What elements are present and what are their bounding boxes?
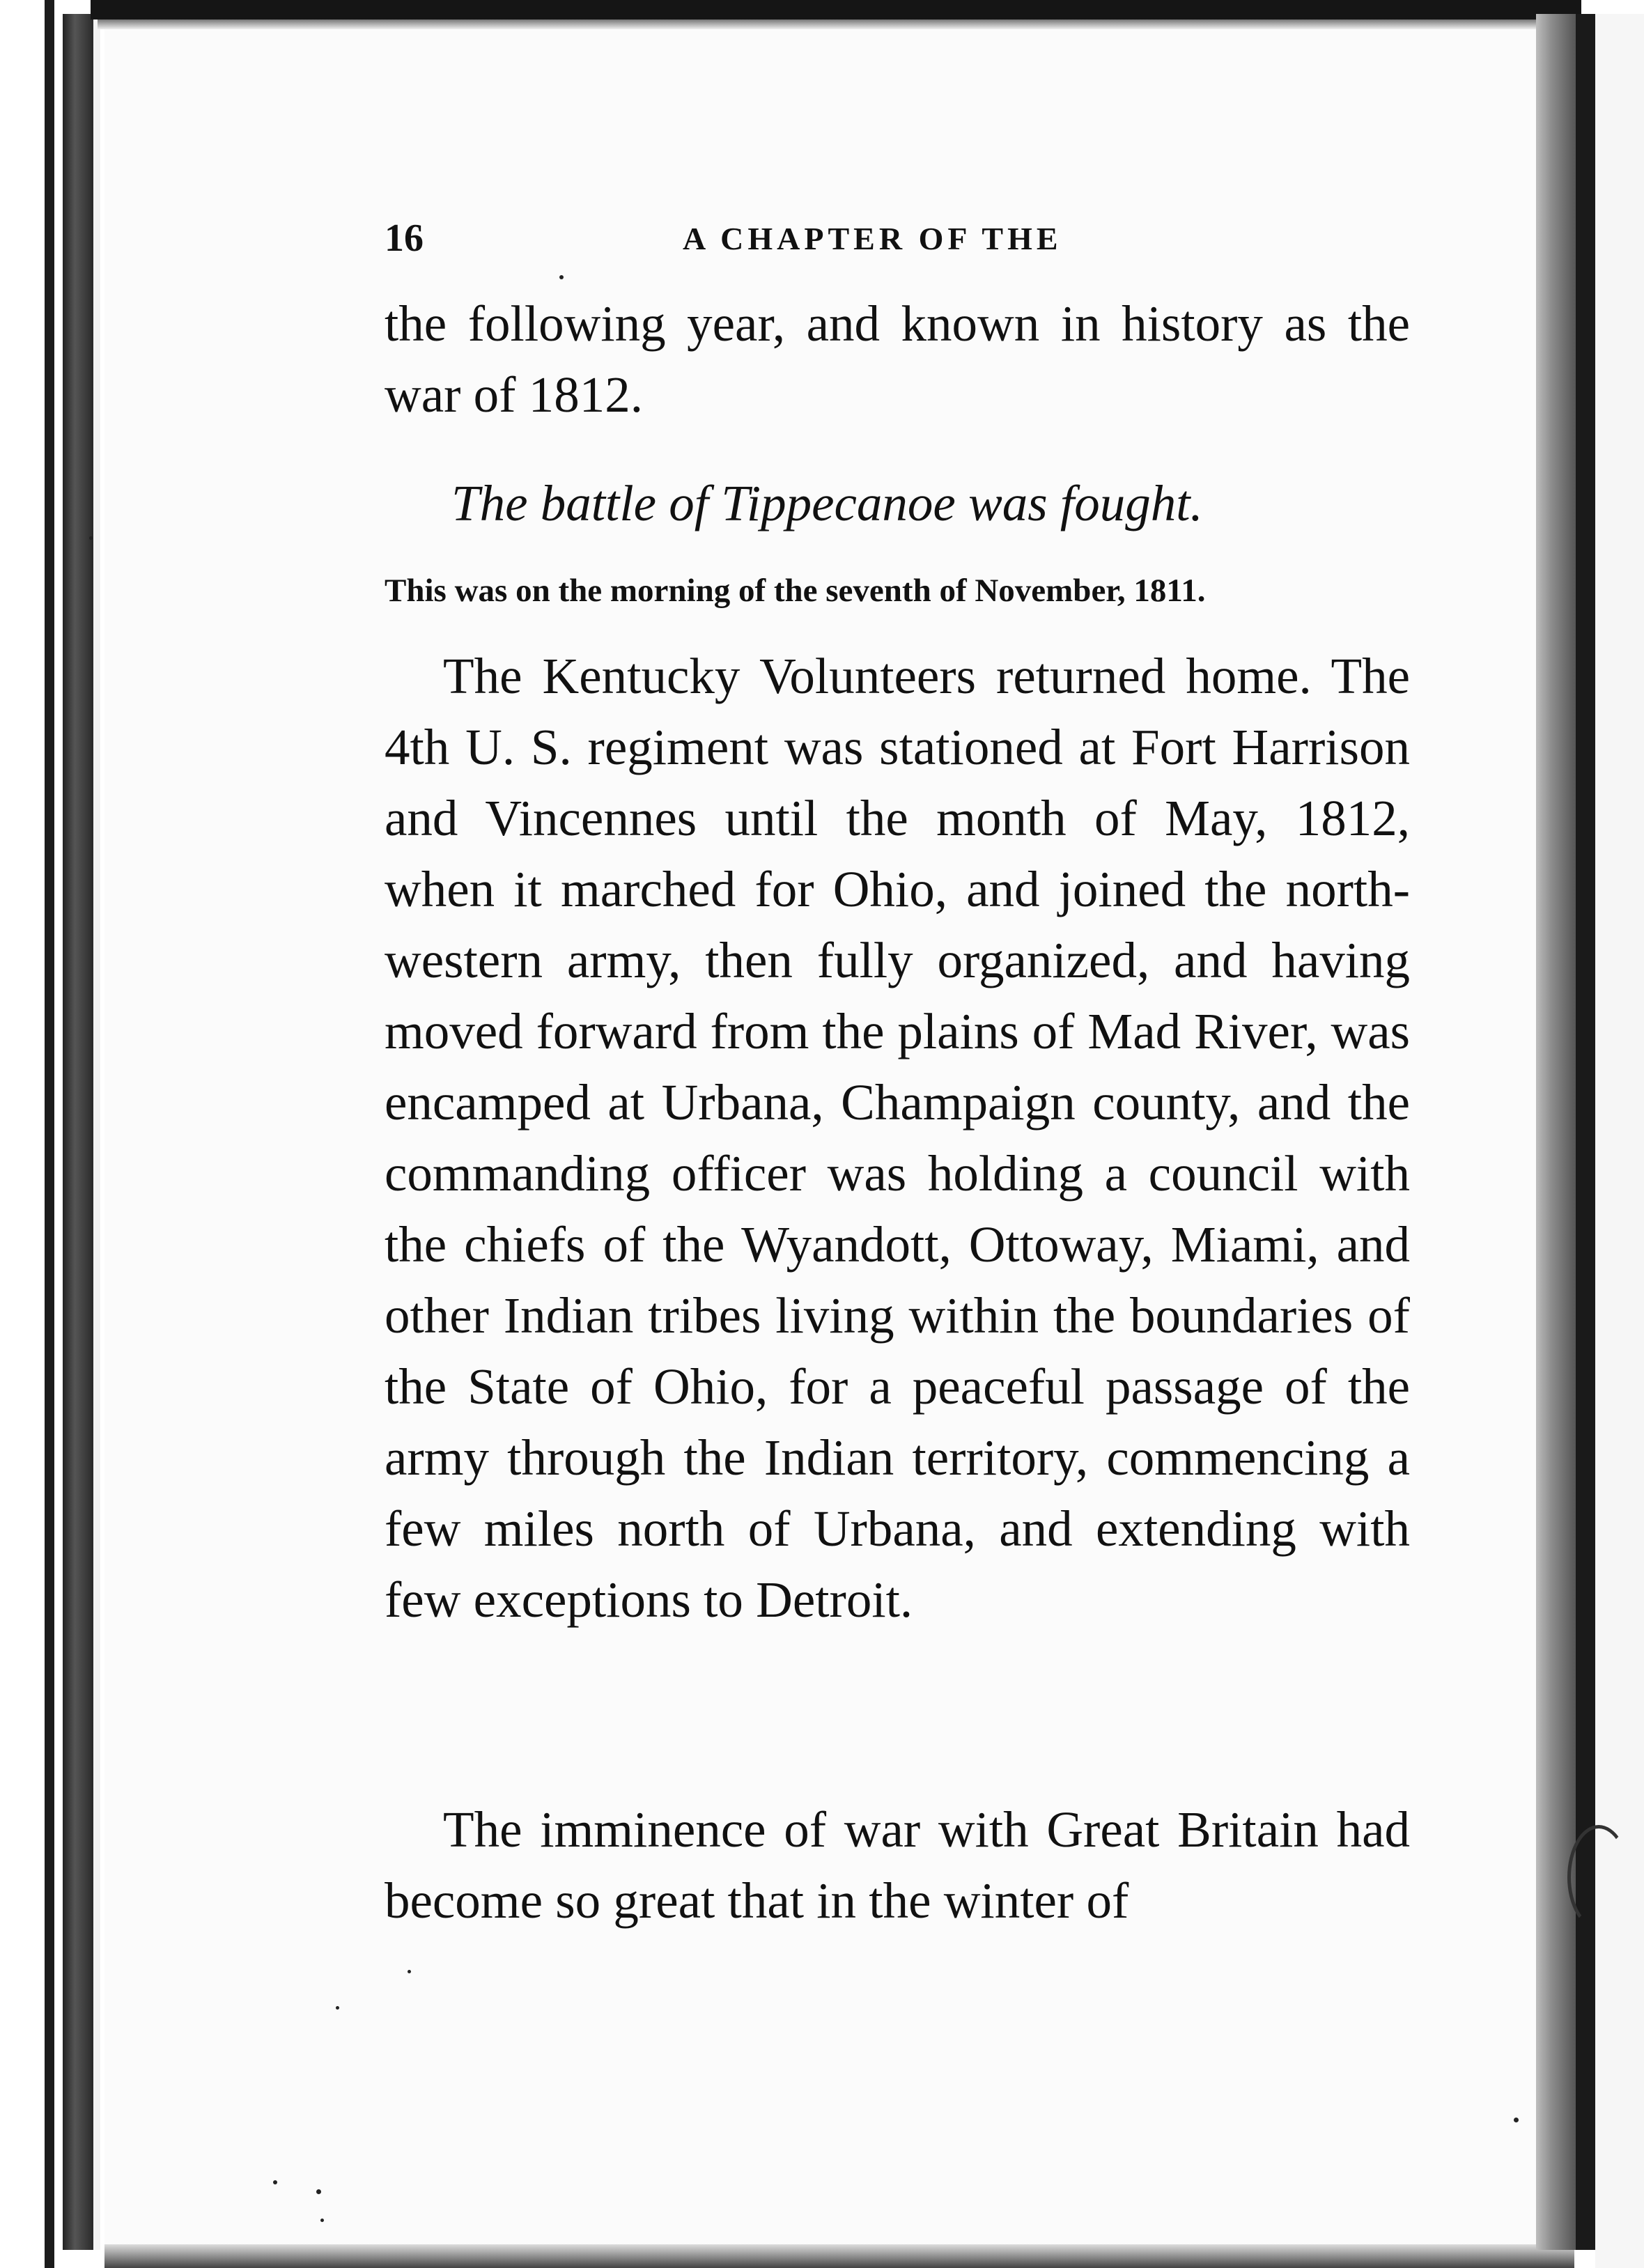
paragraph-text: The Kentucky Volunteers returned home. The 4th U. S. regiment was stationed at Fort Harrison and Vincennes until the month of May, 1812, when it marched for Ohio, and joined the north-western army, then fully organized, and having moved forward from the plains of Mad River, was encamped at Urbana, Champaign county, and the commanding officer was holding a council with the chiefs of the Wyandott, Ottoway, Miami, and other Indian tribes living within the boundaries of the State of Ohio, for a peaceful passage of the army through the Indian territory, commencing a few miles north of Urbana, and extending with few exceptions to Detroit. <box>385 648 1410 1628</box>
scan-speck <box>1514 2118 1519 2122</box>
book-bottom-edge <box>104 2244 1574 2268</box>
paragraph-final <box>385 1794 1410 1936</box>
scan-speck <box>320 2219 324 2222</box>
facing-page-edge <box>1595 14 1644 2268</box>
paragraph-text: the following year, and known in history as the war of 1812. <box>385 295 1410 423</box>
scan-speck <box>89 536 93 540</box>
paragraph-continuation <box>385 288 1410 430</box>
running-title: A CHAPTER OF THE <box>683 221 1062 256</box>
scan-speck <box>559 275 564 279</box>
scan-speck <box>408 1970 411 1973</box>
small-print-line: This was on the morning of the seventh of November, 1811. <box>385 573 1206 609</box>
book-top-edge <box>91 0 1581 20</box>
paragraph-main <box>385 641 1410 1636</box>
scan-speck <box>273 2180 277 2184</box>
scan-speck <box>316 2189 321 2194</box>
italic-heading-line: The battle of Tippecanoe was fought. <box>451 475 1203 531</box>
book-left-edge <box>0 0 104 2268</box>
scan-speck <box>336 2006 339 2010</box>
book-top-edge-shade <box>98 20 1574 29</box>
paragraph-text: The imminence of war with Great Britain had become so great that in the winter of <box>385 1801 1410 1929</box>
running-head <box>0 216 1644 272</box>
page-number: 16 <box>385 217 424 260</box>
